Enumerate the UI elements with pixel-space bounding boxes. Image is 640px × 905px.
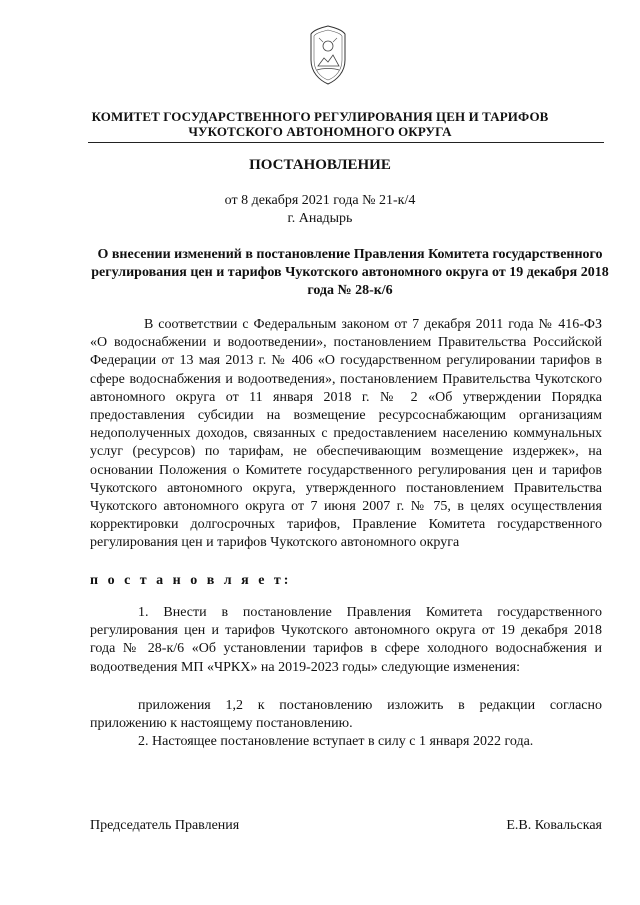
document-subject: О внесении изменений в постановление Правления Комитета государственного регулирования цен и тарифов Чукотского автономного округа от 19 декабря 2018 года № 28-к/6 bbox=[91, 247, 609, 298]
document-city: г. Анадырь bbox=[287, 211, 353, 226]
signatory-name: Е.В. Ковальская bbox=[506, 818, 602, 833]
item-1-sub-paragraph: приложения 1,2 к постановлению изложить в редакции согласно приложению к настоящему постановлению. bbox=[90, 698, 602, 732]
signatory-role: Председатель Правления bbox=[90, 818, 240, 833]
organization-name-line2: ЧУКОТСКОГО АВТОНОМНОГО ОКРУГА bbox=[188, 124, 452, 139]
coat-of-arms-emblem bbox=[306, 22, 350, 88]
resolves-heading: п о с т а н о в л я е т: bbox=[90, 573, 292, 588]
organization-name-line1: КОМИТЕТ ГОСУДАРСТВЕННОГО РЕГУЛИРОВАНИЯ ЦЕН И ТАРИФОВ bbox=[91, 109, 549, 124]
document-title: ПОСТАНОВЛЕНИЕ bbox=[249, 157, 391, 173]
item-2-paragraph: 2. Настоящее постановление вступает в силу с 1 января 2022 года. bbox=[138, 734, 534, 749]
preamble-paragraph: В соответствии с Федеральным законом от 7 декабря 2011 года № 416-ФЗ «О водоснабжении и водоотведении», постановлением Правительства Российской Федерации от 13 мая 2013 г. № 406 «О государственном регулировании тарифов в сфере водоснабжения и водоотведения», постановлением Правительства Чукотского автономного округа от 11 января 2018 г. № 2 «Об утверждении Порядка предоставления субсидии на возмещение ресурсоснабжающим организациям недополученных доходов, связанных с предоставлением населению коммунальных услуг (ресурсов) по тарифам, не обеспечивающим возмещение издержек», на основании Положения о Комитете государственного регулирования цен и тарифов Чукотского автономного округа, утвержденного постановлением Правительства Чукотского автономного округа от 7 июня 2007 г. № 75, в целях осуществления корректировки долгосрочных тарифов, Правление Комитета государственного регулирования цен и тарифов Чукотского автономного округа bbox=[90, 317, 602, 551]
item-1-paragraph: 1. Внести в постановление Правления Комитета государственного регулирования цен и тарифов Чукотского автономного округа от 19 декабря 2018 года № 28-к/6 «Об установлении тарифов в сфере холодного водоснабжения и водоотведения МП «ЧРКХ» на 2019-2023 годы» следующие изменения: bbox=[90, 605, 602, 675]
document-date-number: от 8 декабря 2021 года № 21-к/4 bbox=[224, 193, 416, 208]
header-divider bbox=[88, 142, 604, 143]
